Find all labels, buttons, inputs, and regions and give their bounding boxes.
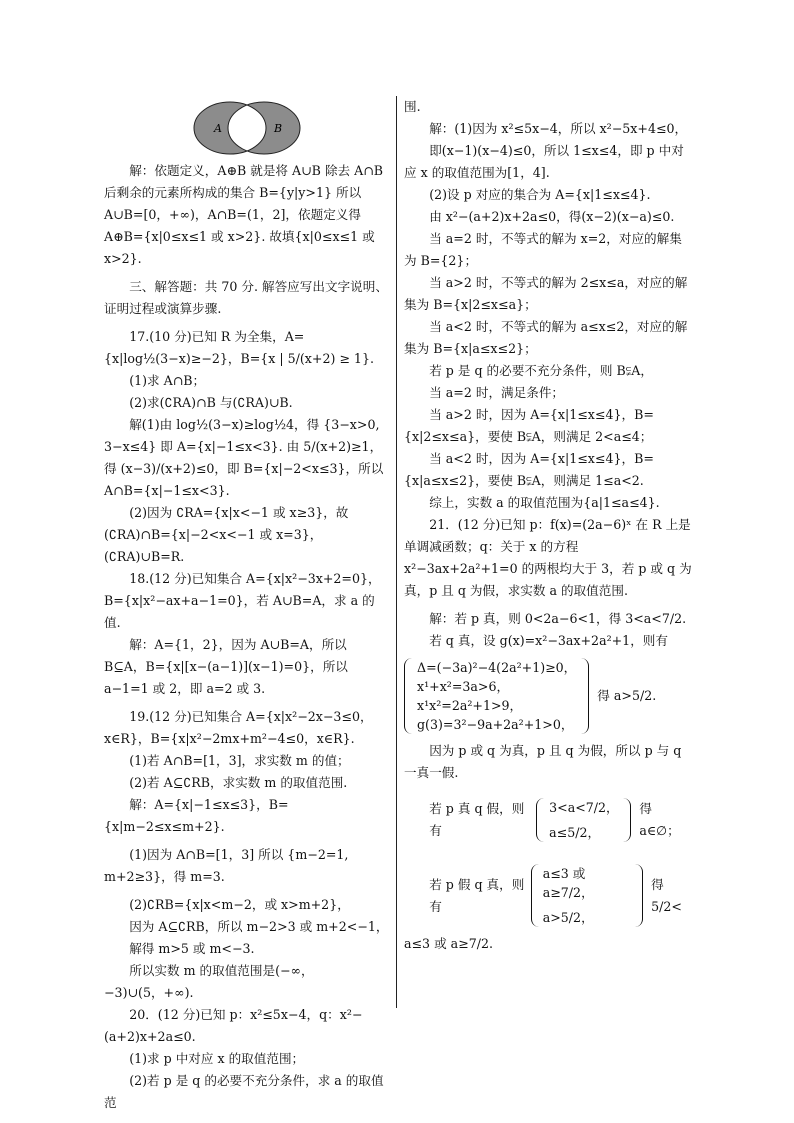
solution-20-part-1a: 解：(1)因为 x²≤5x−4，所以 x²−5x+4≤0， xyxy=(429,121,688,136)
question-19-part-2: (2)若 A⊆∁RB，求实数 m 的取值范围. xyxy=(129,775,348,790)
final-answer: a≤3 或 a≥7/2. xyxy=(404,936,494,951)
right-column xyxy=(404,96,694,955)
question-20-part-2: (2)若 p 是 q 的必要不充分条件，求 a 的取值范 xyxy=(104,1073,384,1110)
question-19-stem: 19.(12 分)已知集合 A={x|x²−2x−3≤0，x∈R}，B={x|x²−2mx+m²−4≤0，x∈R}. xyxy=(104,709,373,746)
left-brace xyxy=(536,798,545,842)
venn-label-a: A xyxy=(214,122,222,135)
solution-20-part-2d: 当 a>2 时，不等式的解为 2≤x≤a，对应的解集为 B={x|2≤x≤a}； xyxy=(404,275,688,312)
case-2-prefix: 若 p 假 q 真，则有 xyxy=(429,876,525,914)
right-brace xyxy=(635,864,643,927)
solution-17-part-1: 解(1)由 log½(3−x)≥log½4，得 {3−x>0, 3−x≤4} 即 A={x|−1≤x<3}. 由 5/(x+2)≥1，得 (x−3)/(x+2)≤0，即 B={x|−2<x≤3}，所以 A∩B={x|−1≤x<3}. xyxy=(104,417,384,498)
venn-diagram xyxy=(192,100,302,156)
solution-21-q-true: 若 q 真，设 g(x)=x²−3ax+2a²+1，则有 xyxy=(429,633,668,648)
solution-18: 解：A={1，2}，因为 A∪B=A，所以 B⊆A，B={x|[x−(a−1)](x−1)=0}，所以 a−1=1 或 2，即 a=2 或 3. xyxy=(104,637,348,696)
case-2-result: 得 5/2< xyxy=(651,876,682,914)
solution-20-part-1b: 即(x−1)(x−4)≤0，所以 1≤x≤4，即 p 中对应 x 的取值范围为[1，4]. xyxy=(404,143,684,180)
case-p-false-q-true xyxy=(404,864,694,927)
solution-20-part-2c: 当 a=2 时，不等式的解为 x=2，对应的解集为 B={2}； xyxy=(404,231,682,268)
case-1-result: 得 a∈∅； xyxy=(639,801,680,838)
solution-19-part-2b: 因为 A⊆∁RB，所以 m−2>3 或 m+2<−1， xyxy=(129,919,389,934)
case-1-lines xyxy=(549,798,619,842)
solution-20-part-2h: 当 a>2 时，因为 A={x|1≤x≤4}，B={x|2≤x≤a}，要使 B⫋A，则满足 2<a≤4； xyxy=(404,407,654,444)
right-brace xyxy=(580,658,589,734)
solution-19-part-2c: 解得 m>5 或 m<−3. xyxy=(129,941,255,956)
system-q-true xyxy=(404,658,694,734)
case-1-line-2: a≤5/2， xyxy=(549,825,601,840)
system-line-3: x¹x²=2a²+1>9， xyxy=(417,698,523,713)
question-17-part-1: (1)求 A∩B； xyxy=(129,373,206,388)
solution-20-conclusion: 综上，实数 a 的取值范围为{a|1≤a≤4}. xyxy=(429,495,660,510)
section-three-heading: 三、解答题：共 70 分. 解答应写出文字说明、证明过程或演算步骤. xyxy=(104,279,388,316)
case-2-line-2: a>5/2， xyxy=(542,910,594,925)
question-17-stem: 17.(10 分)已知 R 为全集，A={x|log½(3−x)≥−2}，B={x | 5/(x+2) ≥ 1}. xyxy=(104,329,374,366)
left-column xyxy=(104,96,390,1114)
solution-19-part-1: (1)因为 A∩B=[1，3] 所以 {m−2=1, m+2≥3}，得 m=3. xyxy=(104,847,349,884)
question-21-stem: 21．(12 分)已知 p：f(x)=(2a−6)ˣ 在 R 上是单调减函数；q：关于 x 的方程 x²−3ax+2a²+1=0 的两根均大于 3，若 p 或 q 为真，p 且 q 为假，求实数 a 的取值范围. xyxy=(404,517,692,598)
system-lines xyxy=(417,658,576,734)
question-20-stem: 20．(12 分)已知 p：x²≤5x−4，q：x²−(a+2)x+2a≤0. xyxy=(104,1007,363,1044)
question-17-part-2: (2)求(∁RA)∩B 与(∁RA)∪B. xyxy=(129,395,293,410)
solution-21-p-true: 解：若 p 真，则 0<2a−6<1，得 3<a<7/2. xyxy=(429,611,687,626)
case-2-line-1: a≤3 或 a≥7/2， xyxy=(542,866,594,900)
solution-16: 解：依题定义，A⊕B 就是将 A∪B 除去 A∩B 后剩余的元素所构成的集合 B={y|y>1} 所以 A∪B=[0，+∞)，A∩B=(1，2]，依题定义得 A⊕B={x|0≤x≤1 或 x>2}. 故填{x|0≤x≤1 或 x>2}. xyxy=(104,163,384,266)
solution-19-part-2a: (2)∁RB={x|x<m−2，或 x>m+2}， xyxy=(129,897,350,912)
solution-19-part-2d: 所以实数 m 的取值范围是(−∞，−3)∪(5，+∞). xyxy=(104,963,314,1000)
question-20-continuation: 围. xyxy=(404,99,421,114)
solution-21-one-true-one-false: 因为 p 或 q 为真，p 且 q 为假，所以 p 与 q 一真一假. xyxy=(404,743,682,780)
solution-20-part-2b: 由 x²−(a+2)x+2a≤0，得(x−2)(x−a)≤0. xyxy=(429,209,675,224)
left-brace xyxy=(531,864,539,927)
column-divider xyxy=(396,96,397,1008)
case-1-line-1: 3<a<7/2， xyxy=(549,800,619,815)
system-result: 得 a>5/2. xyxy=(597,688,657,703)
solution-20-part-2g: 当 a=2 时，满足条件； xyxy=(429,385,565,400)
solution-19-intro: 解：A={x|−1≤x≤3}，B={x|m−2≤x≤m+2}. xyxy=(104,797,289,834)
solution-17-part-2: (2)因为 ∁RA={x|x<−1 或 x≥3}，故(∁RA)∩B={x|−2<x<−1 或 x=3}，(∁RA)∪B=R. xyxy=(104,505,349,564)
system-line-1: Δ=(−3a)²−4(2a²+1)≥0， xyxy=(417,660,577,675)
case-2-lines xyxy=(543,864,631,927)
solution-20-part-2e: 当 a<2 时，不等式的解为 a≤x≤2，对应的解集为 B={x|a≤x≤2}； xyxy=(404,319,688,356)
left-brace xyxy=(404,658,413,734)
solution-20-part-2a: (2)设 p 对应的集合为 A={x|1≤x≤4}. xyxy=(429,187,651,202)
solution-20-part-2f: 若 p 是 q 的必要不充分条件，则 B⫋A， xyxy=(429,363,653,378)
right-brace xyxy=(623,798,632,842)
case-p-true-q-false xyxy=(404,798,694,842)
solution-20-part-2i: 当 a<2 时，因为 A={x|1≤x≤4}，B={x|a≤x≤2}，要使 B⫋A，则满足 1≤a<2. xyxy=(404,451,654,488)
venn-label-b: B xyxy=(274,122,283,135)
question-20-part-1: (1)求 p 中对应 x 的取值范围； xyxy=(129,1051,305,1066)
question-18-stem: 18.(12 分)已知集合 A={x|x²−3x+2=0}，B={x|x²−ax+a−1=0}，若 A∪B=A，求 a 的值. xyxy=(104,571,381,630)
system-line-4: g(3)=3²−9a+2a²+1>0， xyxy=(417,717,574,732)
system-line-2: x¹+x²=3a>6， xyxy=(417,679,510,694)
case-1-prefix: 若 p 真 q 假，则有 xyxy=(429,801,525,838)
question-19-part-1: (1)若 A∩B=[1，3]，求实数 m 的值； xyxy=(129,753,350,768)
